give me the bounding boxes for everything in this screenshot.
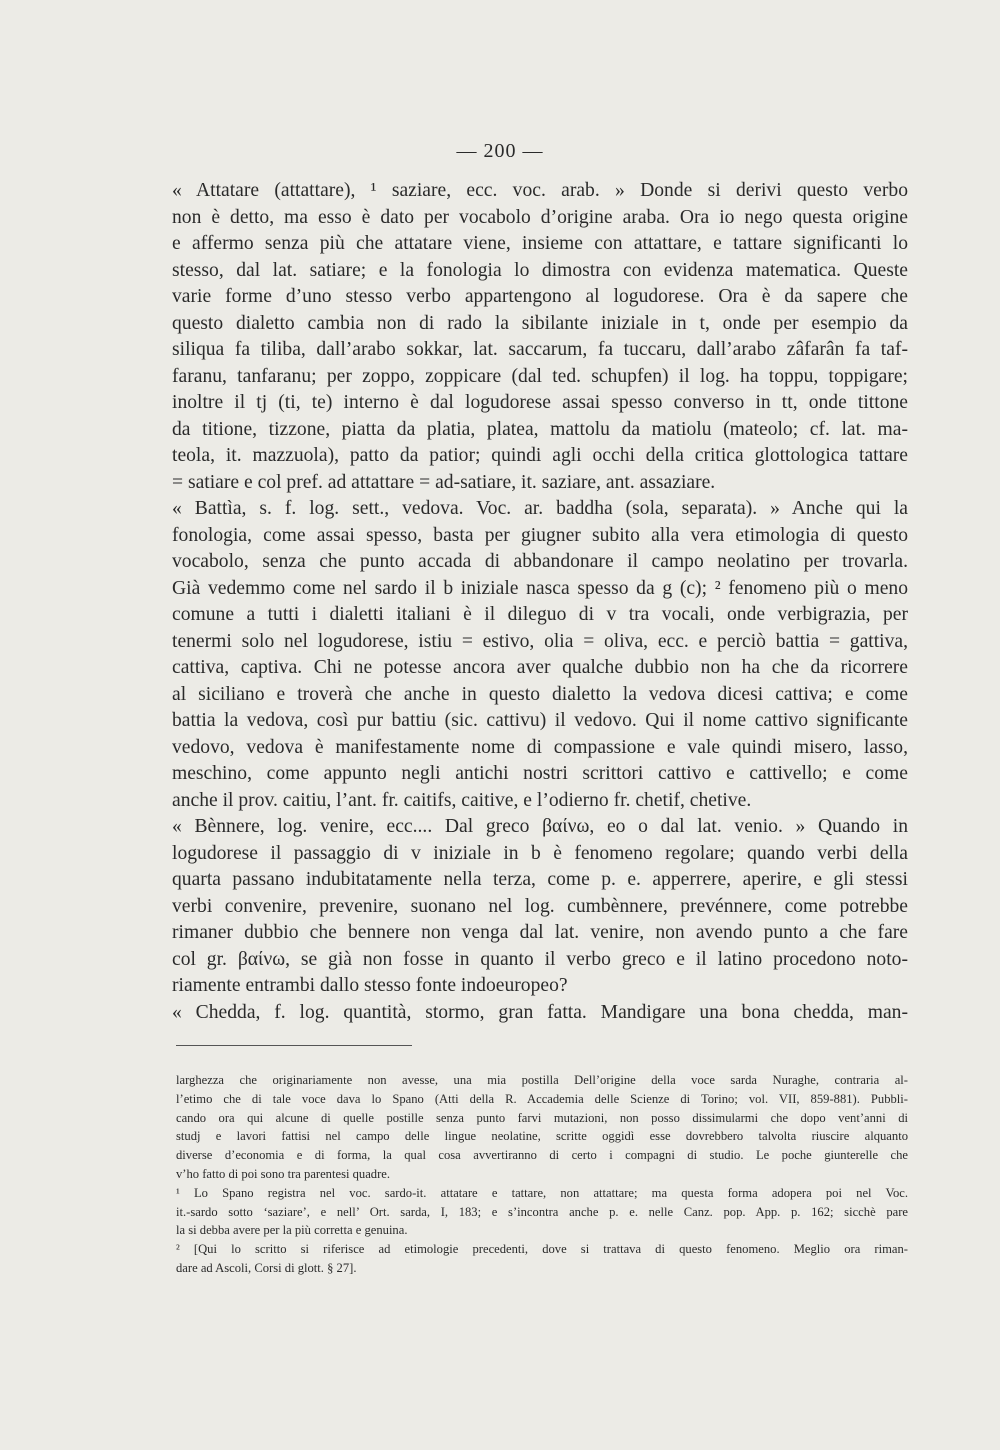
footnote-line: dare ad Ascoli, Corsi di glott. § 27]. [176,1260,357,1275]
body-line: « Chedda, f. log. quantità, stormo, gran fatta. Mandigare una bona chedda, man- [172,1001,908,1023]
body-line: verbi convenire, prevenire, suonano nel log. cumbènnere, prevénnere, come potrebbe [172,895,908,917]
body-line: rimaner dubbio che bennere non venga dal lat. venire, non avendo punto a che fare [172,922,908,943]
body-line: anche il prov. caitiu, l’ant. fr. caitifs, caitive, e l’odierno fr. chetif, chetive. [172,789,752,811]
body-line: « Battìa, s. f. log. sett., vedova. Voc. ar. baddha (sola, separata). » Anche qui la [172,498,908,519]
footnote-line: cando ora qui alcune di quelle postille senza punto farvi mutazioni, non posso dissimularmi che dopo vent’anni di [176,1110,908,1125]
body-line: Già vedemmo come nel sardo il b iniziale nasca spesso da g (c); ² fenomeno più o meno [172,577,908,599]
body-line: vedovo, vedova è manifestamente nome di compassione e vale quindi misero, lasso, [172,736,908,758]
footnote-line: it.-sardo sotto ‘saziare’, e nell’ Ort. sarda, I, 183; e s’incontra anche p. e. nelle Canz. pop. App. p. 162; sicchè pare [176,1204,908,1219]
footnote-line: larghezza che originariamente non avesse, una mia postilla Dell’origine della voce sarda Nuraghe, contraria al- [176,1073,908,1087]
footnote-line: diverse d’economia e di forma, la qual cosa avvertiranno di certo i compagni di studio. Le poche giunterelle che [176,1148,908,1163]
body-line: fonologia, come assai spesso, basta per giugner subito alla vera etimologia di questo [172,524,908,546]
body-line: meschino, come appunto negli antichi nostri scrittori cattivo e cattivello; e come [172,763,908,784]
body-line: col gr. βαίνω, se già non fosse in quanto il verbo greco e il latino procedono noto- [172,948,908,970]
body-line: quarta passano indubitatamente nella terza, come p. e. apperrere, aperire, e gli stessi [172,869,908,890]
footnote-line: v’ho fatto di poi sono tra parentesi quadre. [176,1166,391,1181]
body-line: questo dialetto cambia non di rado la sibilante iniziale in t, onde per esempio da [172,312,908,334]
footnote-line: l’etimo che di tale voce dava lo Spano (Atti della R. Accademia delle Scienze di Torino; vol. VII, 859-881). Pubbli- [176,1091,908,1106]
body-line: inoltre il tj (ti, te) interno è dal logudorese assai spesso converso in tt, onde tittone [172,392,908,413]
body-line: siliqua fa tiliba, dall’arabo sokkar, lat. saccarum, fa tuccaru, dall’arabo zâfarân fa taf- [172,339,908,360]
footnote-line: ² [Qui lo scritto si riferisce ad etimologie precedenti, dove si trattava di questo fenomeno. Meglio ora riman- [176,1242,908,1257]
body-line: e affermo senza più che attatare viene, insieme con attattare, e tattare significanti lo [172,233,908,254]
body-line: battia la vedova, così pur battiu (sic. cattivu) il vedovo. Qui il nome cattivo significante [172,710,908,731]
footnote-line: la si debba avere per la più corretta e genuina. [176,1223,408,1238]
body-line: teola, it. mazzuola), patto da patior; quindi agli occhi della critica glottologica tattare [172,445,908,466]
body-line: vocabolo, senza che punto accada di abbandonare il campo neolatino per trovarla. [172,551,908,572]
footnote-line: ¹ Lo Spano registra nel voc. sardo-it. attatare e tattare, non attattare; ma questa forma adopera poi nel Voc. [176,1185,908,1200]
body-line: cattiva, captiva. Chi ne potesse ancora aver qualche dubbio non ha che da ricorrere [172,657,908,678]
body-line: comune a tutti i dialetti italiani è il dileguo di v tra vocali, onde verbigrazia, per [172,604,908,625]
body-line: riamente entrambi dallo stesso fonte indoeuropeo? [172,975,568,996]
body-line: al siciliano e troverà che anche in questo dialetto la vedova dicesi cattiva; e come [172,683,908,705]
body-line: « Bènnere, log. venire, ecc.... Dal greco βαίνω, eo o dal lat. venio. » Quando in [172,816,908,837]
body-line: = satiare e col pref. ad attattare = ad-satiare, it. saziare, ant. assaziare. [172,471,716,493]
body-line: da titione, tizzone, piatta da platia, platea, mattolu da matiolu (mateolo; cf. lat. ma- [172,418,908,440]
page-number: — 200 — [456,140,544,162]
body-line: stesso, dal lat. satiare; e la fonologia lo dimostra con evidenza matematica. Queste [172,259,908,281]
body-text [172,178,908,1026]
body-line: tenermi solo nel logudorese, istiu = estivo, olia = oliva, ecc. e perciò battia = gattiva, [172,630,908,652]
body-line: « Attatare (attattare), ¹ saziare, ecc. voc. arab. » Donde si derivi questo verbo [172,180,908,201]
footnote-line: studj e lavori fattisi nel campo delle lingue neolatine, scritte oggidì esse dovrebbero talvolta riuscire alquanto [176,1129,908,1144]
body-line: logudorese il passaggio di v iniziale in b è fenomeno regolare; quando verbi della [172,842,908,864]
footnotes [176,1071,908,1278]
footnote-divider [176,1045,412,1046]
body-line: non è detto, ma esso è dato per vocabolo d’origine araba. Ora io nego questa origine [172,206,908,228]
body-line: varie forme d’uno stesso verbo appartengono al logudorese. Ora è da sapere che [172,286,908,307]
body-line: faranu, tanfaranu; per zoppo, zoppicare (dal ted. schupfen) il log. ha toppu, toppigare; [172,365,908,387]
